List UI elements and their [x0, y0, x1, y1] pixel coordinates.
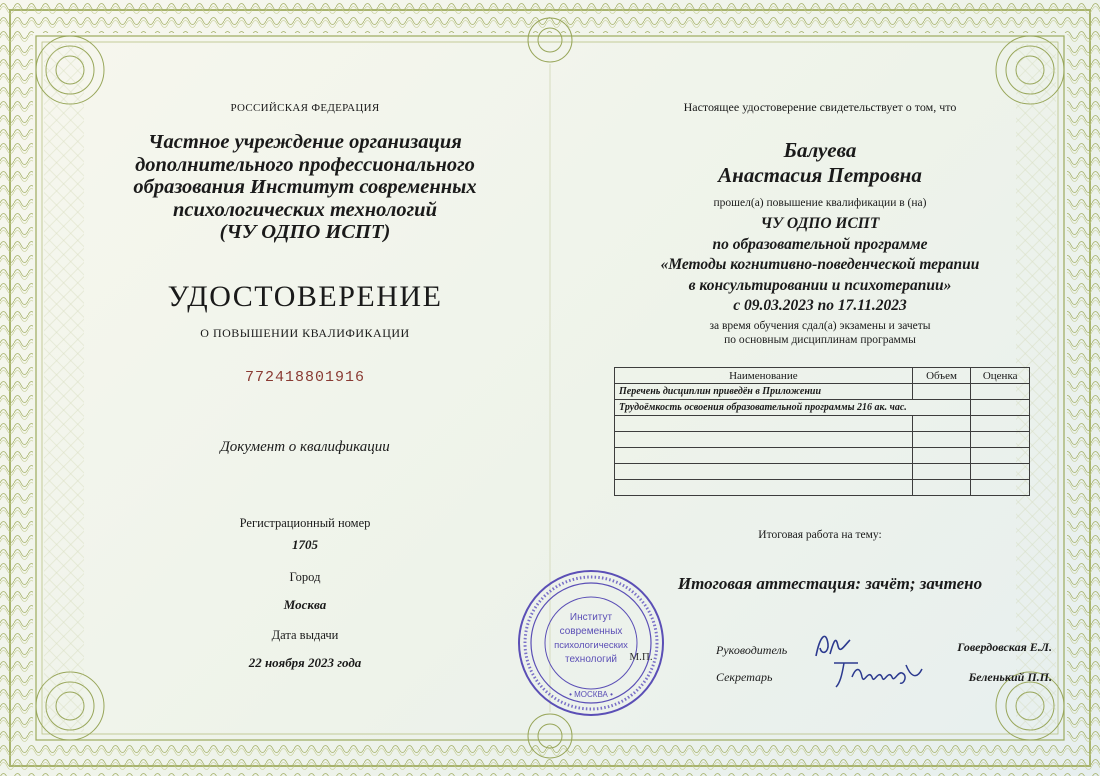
program-line-1: «Методы когнитивно-поведенческой терапии: [660, 256, 980, 273]
table-cell: [912, 432, 971, 448]
table-cell: [615, 464, 913, 480]
exam-line-1: за время обучения сдал(а) экзамены и зачеты: [709, 320, 931, 332]
table-row: [615, 480, 1030, 496]
stamp-line-2: современных: [559, 626, 623, 637]
table-cell: Трудоёмкость освоения образовательной программы 216 ак. час.: [615, 400, 971, 416]
organization-name: [80, 131, 530, 244]
table-cell: [971, 464, 1030, 480]
final-attestation: Итоговая аттестация: зачёт; зачтено: [677, 574, 983, 593]
table-cell: [971, 384, 1030, 400]
table-row: [615, 448, 1030, 464]
table-cell: [971, 416, 1030, 432]
stamp-line-3: психологических: [554, 640, 628, 651]
disciplines-table: [614, 367, 1030, 496]
serial-number: 772418801916: [244, 369, 366, 386]
stamp-mp: М.П.: [629, 651, 653, 663]
table-cell: [971, 448, 1030, 464]
document-subtitle: О ПОВЫШЕНИИ КВАЛИФИКАЦИИ: [200, 326, 410, 340]
recipient-surname: Балуева: [783, 138, 857, 162]
table-cell: [912, 416, 971, 432]
table-row: [615, 400, 1030, 416]
table-cell: [615, 448, 913, 464]
table-row: [615, 416, 1030, 432]
city-label: Город: [289, 570, 321, 584]
org-line-4: психологических технологий: [173, 198, 437, 221]
document-type: Документ о квалификации: [220, 439, 390, 455]
recipient-given-names: Анастасия Петровна: [718, 163, 922, 187]
program-line-2: в консультировании и психотерапии»: [688, 276, 952, 294]
program-prefix: по образовательной программе: [712, 235, 928, 253]
table-cell: [615, 416, 913, 432]
head-role-label: Руководитель: [716, 643, 788, 657]
certifies-intro: Настоящее удостоверение свидетельствует о том, что: [683, 100, 957, 114]
stamp-city: • МОСКВА •: [569, 690, 613, 699]
table-row: [615, 384, 1030, 400]
org-line-3: образования Институт современных: [133, 176, 477, 198]
table-cell: [912, 480, 971, 496]
program-block: [598, 214, 1042, 317]
column-header-volume: Объем: [912, 368, 971, 384]
final-work-label: Итоговая работа на тему:: [758, 529, 882, 541]
recipient-name: [620, 138, 1020, 188]
round-stamp-icon: [516, 568, 666, 718]
exam-statement: [620, 319, 1020, 347]
table-cell: [971, 480, 1030, 496]
table-header-row: [615, 368, 1030, 384]
table-cell: [615, 432, 913, 448]
study-period: с 09.03.2023 по 17.11.2023: [733, 297, 907, 314]
table-row: [615, 464, 1030, 480]
qualification-statement: прошел(а) повышение квалификации в (на): [713, 197, 927, 209]
table-cell: [912, 464, 971, 480]
city-value: Москва: [283, 597, 327, 612]
document-title: УДОСТОВЕРЕНИЕ: [167, 280, 443, 313]
country-label: РОССИЙСКАЯ ФЕДЕРАЦИЯ: [230, 102, 380, 114]
table-cell: [971, 400, 1030, 416]
secretary-name: Беленький П.П.: [968, 670, 1052, 684]
org-line-1: Частное учреждение организация: [148, 131, 462, 153]
stamp-line-4: технологий: [564, 654, 618, 665]
table-cell: [615, 480, 913, 496]
secretary-role-label: Секретарь: [716, 670, 773, 684]
institution-short: ЧУ ОДПО ИСПТ: [760, 215, 880, 232]
org-line-2: дополнительного профессионального: [135, 153, 475, 176]
table-row: [615, 432, 1030, 448]
registration-number: 1705: [292, 537, 318, 552]
column-header-grade: Оценка: [971, 368, 1030, 384]
head-name: Говердовская Е.Л.: [957, 640, 1052, 654]
secretary-signature-icon: [830, 655, 926, 691]
table-cell: [912, 384, 971, 400]
org-line-5: (ЧУ ОДПО ИСПТ): [219, 221, 391, 243]
table-cell: Перечень дисциплин приведён в Приложении: [615, 384, 913, 400]
registration-label: Регистрационный номер: [239, 516, 371, 530]
column-header-name: Наименование: [615, 368, 913, 384]
issue-date-value: 22 ноября 2023 года: [248, 655, 362, 670]
stamp-line-1: Институт: [569, 612, 613, 623]
table-cell: [912, 448, 971, 464]
table-cell: [971, 432, 1030, 448]
exam-line-2: по основным дисциплинам программы: [724, 334, 916, 346]
issue-date-label: Дата выдачи: [271, 628, 339, 642]
